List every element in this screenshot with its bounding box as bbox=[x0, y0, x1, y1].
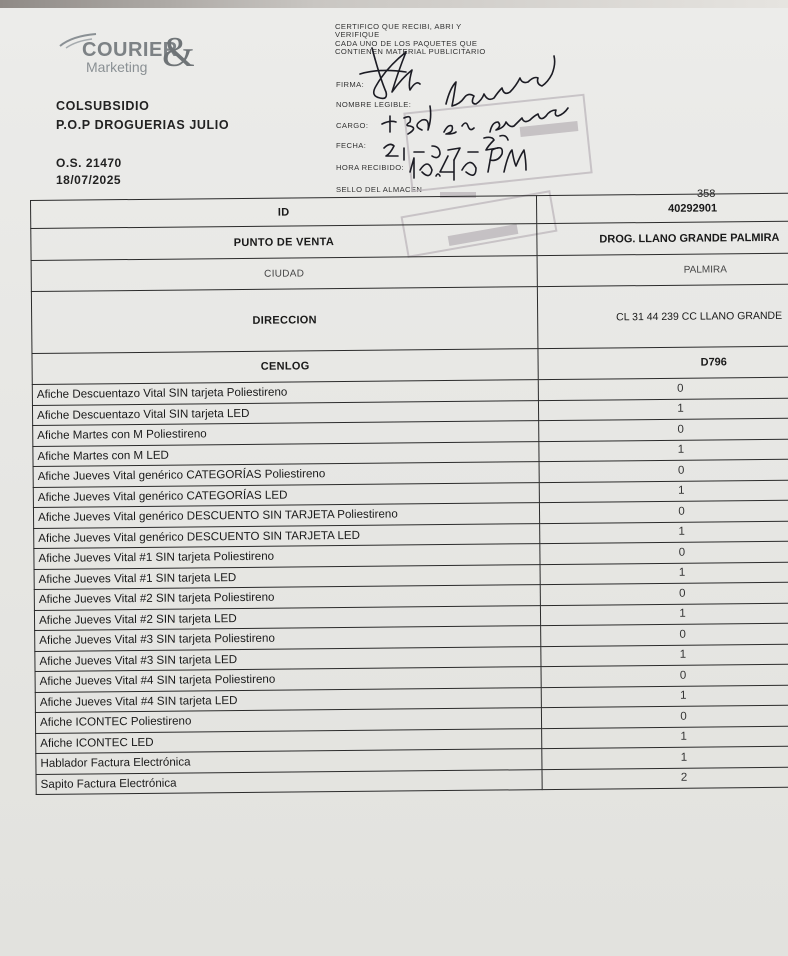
item-quantity: 0 bbox=[540, 582, 788, 605]
client-program: P.O.P DROGUERIAS JULIO bbox=[56, 118, 230, 132]
item-quantity: 1 bbox=[539, 479, 788, 502]
client-company: COLSUBSIDIO bbox=[56, 99, 150, 113]
sheet-number: 358 bbox=[697, 188, 716, 200]
header-value-id: 40292901 bbox=[536, 193, 788, 224]
item-name: Afiche Jueves Vital genérico DESCUENTO SIN TARJETA Poliestireno bbox=[33, 503, 539, 528]
item-name: Afiche Jueves Vital #3 SIN tarjeta Poliestireno bbox=[35, 626, 541, 651]
header-value-ciudad: PALMIRA bbox=[537, 253, 788, 287]
item-name: Afiche Jueves Vital #2 SIN tarjeta Poliestireno bbox=[34, 585, 540, 610]
header-label-cenlog: CENLOG bbox=[32, 349, 538, 385]
header-value-direccion: CL 31 44 239 CC LLANO GRANDE bbox=[537, 284, 788, 349]
item-name: Afiche Descuentazo Vital SIN tarjeta Poliestireno bbox=[32, 380, 538, 405]
delivery-items-table bbox=[30, 192, 788, 795]
header-label-punto-de-venta: PUNTO DE VENTA bbox=[31, 224, 537, 261]
header-label-direccion: DIRECCION bbox=[31, 287, 538, 354]
item-name: Sapito Factura Electrónica bbox=[36, 769, 542, 794]
item-quantity: 1 bbox=[542, 746, 788, 769]
field-nombre: NOMBRE LEGIBLE: bbox=[336, 100, 412, 109]
item-name: Afiche Jueves Vital #3 SIN tarjeta LED bbox=[35, 646, 541, 671]
header-value-punto-de-venta: DROG. LLANO GRANDE PALMIRA bbox=[537, 221, 788, 256]
item-quantity: 0 bbox=[538, 377, 788, 400]
item-quantity: 0 bbox=[541, 664, 788, 687]
certificate-line-3: CADA UNO DE LOS PAQUETES QUE bbox=[335, 38, 478, 48]
certificate-line-1: CERTIFICO QUE RECIBI, ABRI Y bbox=[335, 22, 462, 31]
logo-brand-text: COURIER bbox=[82, 39, 178, 61]
header-value-cenlog: D796 bbox=[538, 346, 788, 380]
logo-sub-text: Marketing bbox=[86, 59, 148, 75]
item-quantity: 1 bbox=[540, 561, 788, 584]
field-firma: FIRMA: bbox=[336, 80, 365, 89]
item-name: Afiche Jueves Vital #1 SIN tarjeta LED bbox=[34, 564, 540, 589]
certificate-line-4: CONTIENEN MATERIAL PUBLICITARIO bbox=[335, 47, 486, 57]
header-label-id: ID bbox=[31, 196, 537, 229]
item-quantity: 0 bbox=[541, 705, 788, 728]
handwritten-signature bbox=[0, 0, 788, 200]
field-fecha: FECHA: bbox=[336, 141, 367, 150]
item-quantity: 0 bbox=[539, 459, 788, 482]
item-name: Afiche ICONTEC Poliestireno bbox=[35, 708, 541, 733]
header-row-direccion bbox=[31, 284, 788, 354]
certificate-line-2: VERIFIQUE bbox=[335, 30, 380, 40]
item-quantity: 0 bbox=[541, 623, 788, 646]
item-name: Afiche Jueves Vital genérico CATEGORÍAS Poliestireno bbox=[33, 462, 539, 487]
item-quantity: 1 bbox=[541, 684, 788, 707]
item-name: Afiche Descuentazo Vital SIN tarjeta LED bbox=[32, 400, 538, 425]
field-hora: HORA RECIBIDO: bbox=[336, 163, 405, 172]
item-quantity: 0 bbox=[539, 418, 788, 441]
item-name: Afiche Jueves Vital #2 SIN tarjeta LED bbox=[34, 605, 540, 630]
item-name: Afiche ICONTEC LED bbox=[36, 728, 542, 753]
item-name: Afiche Jueves Vital genérico DESCUENTO SIN TARJETA LED bbox=[34, 523, 540, 548]
item-quantity: 0 bbox=[539, 500, 788, 523]
item-quantity: 1 bbox=[540, 602, 788, 625]
item-name: Afiche Jueves Vital #1 SIN tarjeta Poliestireno bbox=[34, 544, 540, 569]
item-name: Afiche Jueves Vital genérico CATEGORÍAS LED bbox=[33, 482, 539, 507]
item-name: Afiche Jueves Vital #4 SIN tarjeta LED bbox=[35, 687, 541, 712]
item-quantity: 1 bbox=[538, 397, 788, 420]
item-quantity: 1 bbox=[541, 643, 788, 666]
item-quantity: 1 bbox=[542, 725, 788, 748]
item-name: Afiche Martes con M Poliestireno bbox=[33, 421, 539, 446]
items-table bbox=[30, 192, 788, 795]
field-cargo: CARGO: bbox=[336, 121, 369, 130]
item-quantity: 1 bbox=[540, 520, 788, 543]
table-body bbox=[31, 193, 788, 795]
item-quantity: 2 bbox=[542, 766, 788, 789]
item-quantity: 1 bbox=[539, 438, 788, 461]
item-name: Afiche Martes con M LED bbox=[33, 441, 539, 466]
field-sello: SELLO DEL ALMACEN bbox=[336, 185, 423, 194]
item-name: Afiche Jueves Vital #4 SIN tarjeta Poliestireno bbox=[35, 667, 541, 692]
logo-ampersand: & bbox=[162, 30, 195, 76]
header-label-ciudad: CIUDAD bbox=[31, 256, 537, 292]
item-quantity: 0 bbox=[540, 541, 788, 564]
order-date: 18/07/2025 bbox=[56, 173, 122, 187]
item-name: Hablador Factura Electrónica bbox=[36, 749, 542, 774]
order-number: O.S. 21470 bbox=[56, 156, 122, 170]
